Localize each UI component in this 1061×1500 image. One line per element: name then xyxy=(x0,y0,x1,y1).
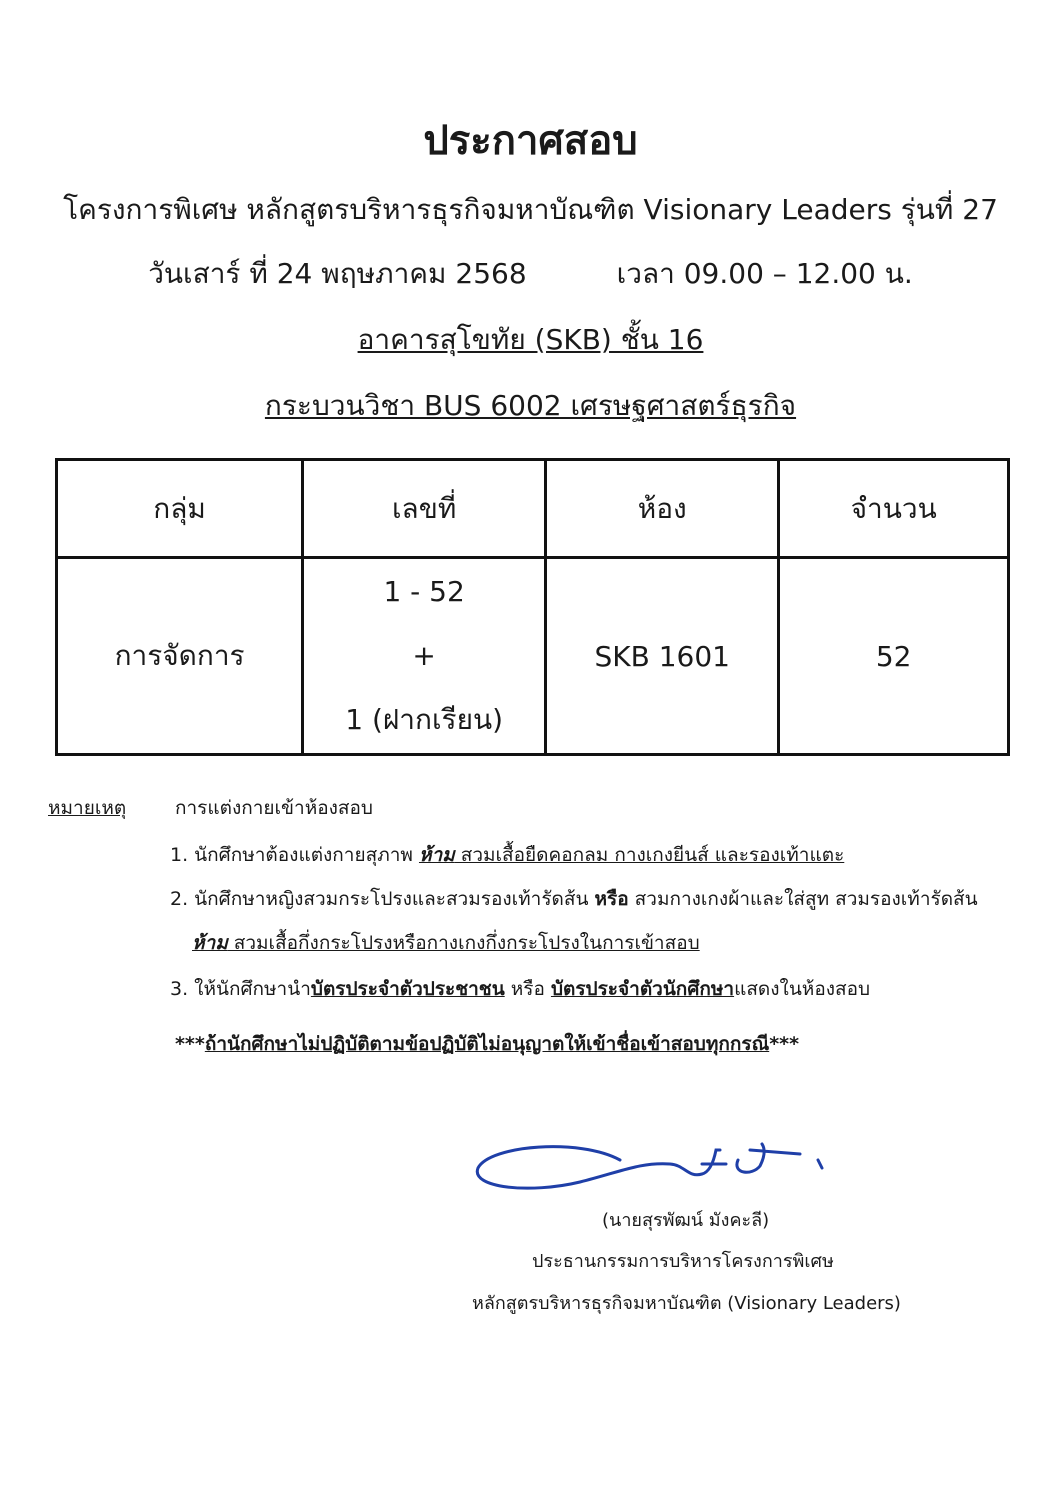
note-3-c: แสดงในห้องสอบ xyxy=(734,978,871,1000)
note-item-1 xyxy=(170,840,844,870)
exam-date: วันเสาร์ ที่ 24 พฤษภาคม 2568 xyxy=(148,257,527,290)
warning-line xyxy=(175,1029,799,1059)
number-range: 1 - 52 xyxy=(383,575,465,608)
page-title: ประกาศสอบ xyxy=(423,118,638,164)
signer-position-2: หลักสูตรบริหารธุรกิจมหาบัณฑิต (Visionary Leaders) xyxy=(472,1293,901,1314)
number-plus: + xyxy=(412,639,436,672)
note-1-rest: สวมเสื้อยืดคอกลม กางเกงยีนส์ และรองเท้าแตะ xyxy=(454,844,845,866)
signer-position-1: ประธานกรรมการบริหารโครงการพิเศษ xyxy=(532,1251,834,1272)
cell-room: SKB 1601 xyxy=(546,558,779,755)
table-header-row xyxy=(57,460,1009,558)
note-item-2-line2 xyxy=(192,928,700,958)
note-1-bold: ห้าม xyxy=(418,844,455,866)
warning-stars-right: *** xyxy=(769,1033,800,1055)
note-2-a: 2. นักศึกษาหญิงสวมกระโปรงและสวมรองเท้ารัดส้น xyxy=(170,888,595,910)
signature-image xyxy=(470,1130,840,1200)
warning-stars-left: *** xyxy=(175,1033,205,1055)
exam-date-time xyxy=(0,252,1061,296)
note-2-line2-bold: ห้าม xyxy=(192,932,228,954)
exam-table xyxy=(55,458,1010,756)
cell-count: 52 xyxy=(779,558,1009,755)
note-3-id-card: บัตรประจำตัวประชาชน xyxy=(310,978,505,1000)
header-room: ห้อง xyxy=(546,460,779,558)
header-group: กลุ่ม xyxy=(57,460,303,558)
note-1-prefix: 1. นักศึกษาต้องแต่งกายสุภาพ xyxy=(170,844,419,866)
signer-name: (นายสุรพัฒน์ มังคะลี) xyxy=(602,1210,770,1231)
notes-label: หมายเหตุ xyxy=(48,797,127,819)
cell-number xyxy=(303,558,546,755)
program-subtitle: โครงการพิเศษ หลักสูตรบริหารธุรกิจมหาบัณฑิต Visionary Leaders รุ่นที่ 27 xyxy=(63,193,998,226)
exam-time: เวลา 09.00 – 12.00 น. xyxy=(616,257,913,290)
notes-heading: การแต่งกายเข้าห้องสอบ xyxy=(175,797,373,819)
header-count: จำนวน xyxy=(779,460,1009,558)
note-item-2 xyxy=(170,884,978,914)
note-item-3 xyxy=(170,974,870,1004)
note-2-bold: หรือ xyxy=(594,888,629,910)
warning-text: ถ้านักศึกษาไม่ปฏิบัติตามข้อปฏิบัติไม่อนุญาตให้เข้าชื่อเข้าสอบทุกกรณี xyxy=(204,1033,770,1055)
note-3-a: 3. ให้นักศึกษานำ xyxy=(170,978,311,1000)
header-number: เลขที่ xyxy=(303,460,546,558)
number-extra: 1 (ฝากเรียน) xyxy=(345,703,504,736)
table-row xyxy=(57,558,1009,755)
note-2-b: สวมกางเกงผ้าและใส่สูท สวมรองเท้ารัดส้น xyxy=(628,888,978,910)
note-3-student-card: บัตรประจำตัวนักศึกษา xyxy=(550,978,735,1000)
exam-course: กระบวนวิชา BUS 6002 เศรษฐศาสตร์ธุรกิจ xyxy=(264,389,797,422)
note-2-line2-rest: สวมเสื้อกึ่งกระโปรงหรือกางเกงกึ่งกระโปรงในการเข้าสอบ xyxy=(227,932,700,954)
cell-group: การจัดการ xyxy=(57,558,303,755)
note-3-b: หรือ xyxy=(504,978,551,1000)
exam-building: อาคารสุโขทัย (SKB) ชั้น 16 xyxy=(357,323,704,356)
